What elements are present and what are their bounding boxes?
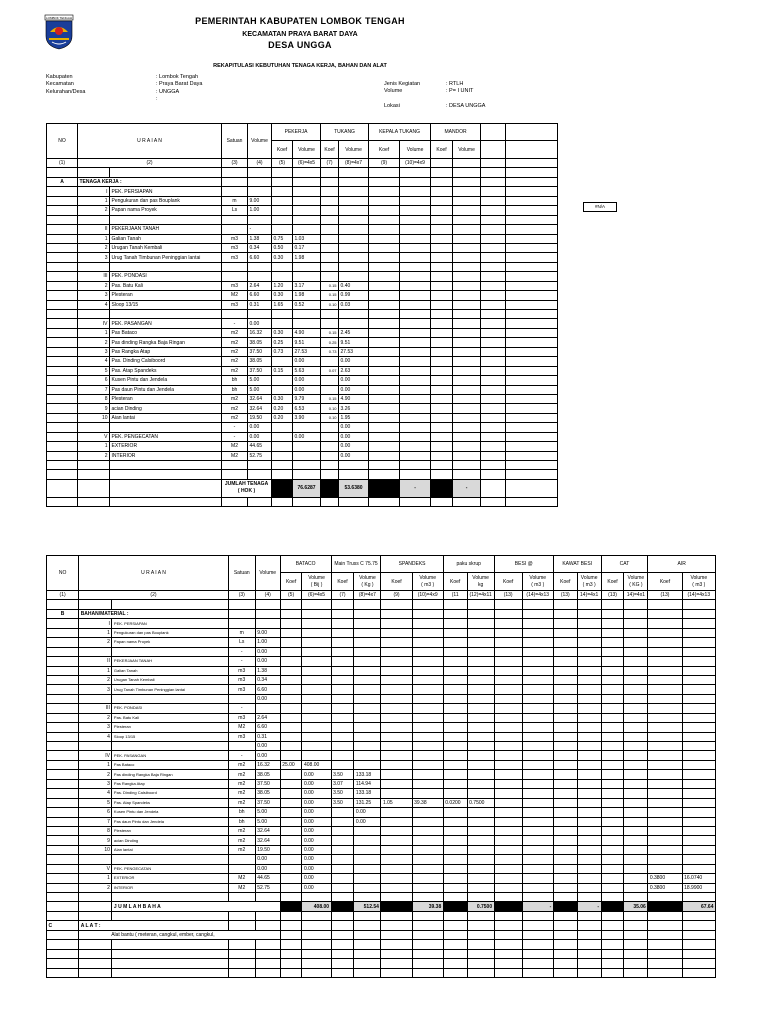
col-no: NO <box>47 124 78 159</box>
table-row: 10 Aian lantai m2 19.50 0.00 <box>47 845 716 854</box>
table-row: II PEKERJAAN TANAH - <box>47 225 558 234</box>
table-row: 3 Pas Rangka Atap m2 37.50 0.73 27.53 0.73 27.53 <box>47 347 558 356</box>
table-row: 1 EXTERIOR M2 44.65 0.00 0.3800 16.0740 <box>47 874 716 883</box>
table-row: 3 Pas Rangka Atap m2 37.50 0.00 3.07 114.94 <box>47 779 716 788</box>
col-uraian-2: U R A I A N <box>79 556 229 591</box>
government-title: PEMERINTAH KABUPATEN LOMBOK TENGAH <box>195 16 405 26</box>
table-row <box>47 215 558 224</box>
col-paku: paku skrup <box>443 556 494 573</box>
table-row: IV PEK. PASANGAN - 0.00 <box>47 319 558 328</box>
total-row: J U M L A H B A H A 408.00 512.54 39.38 0.7500 - - 35.06 67.64 <box>47 902 716 911</box>
table-row: 3 Urug Tanah Timbunan Peninggian lantai m3 6.60 0.30 1.98 <box>47 253 558 262</box>
table-row: 2 Pas. Batu Kali m3 2.64 <box>47 713 716 722</box>
col-tukang: TUKANG <box>321 124 369 141</box>
labor-table: NO U R A I A N Satuan Volume PEKERJA TUKANG KEPALA TUKANG MANDOR Koef Volume Koef Volume Koef Volume Koef Volume (1) (2) (3) (4) (5) (6)=4x5 (7) (8)=4x7 (9) (10)=4x9 A TENAGA KERJA : I PEK. PERSIAPAN 1 Pengukuran dan pas Bouplank m 9.00 2 Papan nama Proyek Ls 1.00 II PEKERJAAN TANAH - 1 Galian Tanah m3 1.38 0.75 1.03 2 Urugan Tanah Kembali m3 0.34 0.50 0.17 3 Urug Tanah Timbunan Peninggian lantai m3 6.60 0.30 1.98 III PEK. PONDASI 2 Pas. Batu Kali m3 2.64 1.20 3.17 0.15 0.40 3 Plesteran M2 6.60 0.30 1.98 0.15 0.99 4 Sloop 13/15 m3 0.31 1.65 0.52 0.10 0.03 IV PEK. PASANGAN - 0.00 1 Pas Bataco m2 16.32 0.30 4.90 0.15 2.45 2 Pas dinding Rangka Baja Ringan m2 38.05 0.25 9.51 0.25 9.51 3 Pas Rangka Atap m2 37.50 0.73 27.53 0.73 27.53 4 Pas. Dinding Calsiboord m2 38.05 0.00 0.00 5 Pas. Atap Spandeks m2 37.50 0.15 5.63 0.07 2.63 6 Kusen Pintu dan Jendela bh 5.00 0.00 0.00 7 Pas daun Pintu dan Jendela bh 5.00 0.00 0.00 8 Plesteran m2 32.64 0.30 9.79 0.15 4.90 9 acian Dinding m2 32.64 0.20 6.53 0.10 3.26 10 Aian lantai m2 19.50 0.20 3.90 0.10 1.95 - 0.00 0.00 V PEK. PENGECATAN - 0.00 0.00 0.00 1 EXTERIOR M2 44.65 0.00 2 INTERIOR M2 52.75 0.00 JUMLAH TENAGA ( HOK ) 76.6287 53.6380 - - <box>46 123 558 507</box>
district-title: KECAMATAN PRAYA BARAT DAYA <box>242 31 358 38</box>
table-row: 2 Urugan Tanah Kembali m3 0.34 <box>47 675 716 684</box>
table-row: 1 Pas Bataco m2 16.32 25.00 408.00 <box>47 760 716 769</box>
table-row: 1 Galian Tanah m3 1.38 0.75 1.03 <box>47 234 558 243</box>
col-satuan: Satuan <box>222 124 248 159</box>
location-info: Kabupaten : Lombok Tengah Kecamatan : Praya Barat Daya Kelurahan/Desa : UNGGA : <box>46 74 203 102</box>
table-row: 6 Kusen Pintu dan Jendela bh 5.00 0.00 0.00 <box>47 808 716 817</box>
table-row: 0.00 0.00 <box>47 855 716 864</box>
col-bataco: BATACO <box>280 556 331 573</box>
table-row: I PEK. PERSIAPAN <box>47 187 558 196</box>
col-spandeks: SPANDEKS <box>381 556 443 573</box>
table-row: III PEK. PONDASI - <box>47 704 716 713</box>
table-row: 2 Papan nama Proyek Ls 1.00 <box>47 638 716 647</box>
table-row: 1 EXTERIOR M2 44.65 0.00 <box>47 442 558 451</box>
total-row: JUMLAH TENAGA ( HOK ) 76.6287 53.6380 - - <box>47 479 558 497</box>
col-truss: Main Truss C 75.75 <box>331 556 381 573</box>
table-row: IV PEK. PASANGAN - 0.00 <box>47 751 716 760</box>
table-row: 4 Sloop 13/15 m3 0.31 <box>47 732 716 741</box>
table-row: 8 Plesteran m2 32.64 0.30 9.79 0.15 4.90 <box>47 394 558 403</box>
table-row: II PEKERJAAN TANAH - 0.00 <box>47 657 716 666</box>
col-kawat: KAWAT BESI <box>553 556 601 573</box>
col-air: AIR <box>648 556 716 573</box>
material-table: NO U R A I A N Satuan Volume BATACO Main Truss C 75.75 SPANDEKS paku skrup BESI @ KAWAT BESI CAT AIR Koef Volume ( Bij ) Koef Volume ( Kg ) Koef Volume ( m3 ) Koef Volume kg Koef Volume ( m3 ) Koef Volume ( m3 ) Koef Volume ( KG ) Koef Volume ( m3 ) (1) (2) (3) (4) (5) (6)=4x5 (7) (8)=4x7 (9) (10)=4x9 (11 (12)=4x11 (13) (14)=4x13 (13) 14)=4x1 (13) 14)=4x1 (13) (14)=4x13 B BAHAN/MATERIAL : I PEK. PERSIAPAN 1 Pengukuran dan pas Bouplank m 9.00 2 Papan nama Proyek Ls 1.00 - 0.00 II PEKERJAAN TANAH - 0.00 1 Galian Tanah m3 1.38 2 Urugan Tanah Kembali m3 0.34 3 Urug Tanah Timbunan Peninggian lantai m3 6.60 0.00 III PEK. PONDASI - 2 Pas. Batu Kali m3 2.64 3 Plesteran M2 6.60 4 Sloop 13/15 m3 0.31 0.00 IV PEK. PASANGAN - 0.00 1 Pas Bataco m2 16.32 25.00 408.00 2 Pas dinding Rangka Baja Ringan m2 38.05 0.00 3.50 133.18 3 Pas Rangka Atap m2 37.50 0.00 3.07 114.94 4 Pas. Dinding Calsiboord m2 38.05 0.00 3.50 133.18 5 Pas. Atap Spandeks m2 37.50 0.00 3.50 131.25 1.05 39.38 0.0200 0.7500 6 Kusen Pintu dan Jendela bh 5.00 0.00 0.00 7 Pas daun Pintu dan Jendela bh 5.00 0.00 0.00 8 Plesteran m2 32.64 0.00 9 acian Dinding m2 32.64 0.00 10 Aian lantai m2 19.50 0.00 0.00 0.00 V PEK. PENGECATAN 0.00 0.00 1 EXTERIOR M2 44.65 0.00 0.3800 16.0740 2 INTERIOR M2 52.75 0.00 0.3800 18.9900 J U M L A H B A H A 408.00 512.54 39.38 0.7500 - - 35.06 67.64 C A L A T : Alat bantu ( meteran, cangkul, ember, cangkul, <box>46 555 716 978</box>
na-cell: #N/A <box>583 202 617 212</box>
table-row: 3 Plesteran M2 6.60 <box>47 723 716 732</box>
table-row: 2 Pas dinding Rangka Baja Ringan m2 38.05 0.25 9.51 0.25 9.51 <box>47 338 558 347</box>
table-row: 1 Pengukuran dan pas Bouplank m 9.00 <box>47 628 716 637</box>
table-row: 9 acian Dinding m2 32.64 0.00 <box>47 836 716 845</box>
table-row: 10 Aian lantai m2 19.50 0.20 3.90 0.10 1.95 <box>47 413 558 422</box>
col-volume: Volume <box>248 124 272 159</box>
table-row: 7 Pas daun Pintu dan Jendela bh 5.00 0.00 0.00 <box>47 817 716 826</box>
table-row <box>47 310 558 319</box>
table-row: 2 INTERIOR M2 52.75 0.00 0.3800 18.9900 <box>47 883 716 892</box>
table-row: 9 acian Dinding m2 32.64 0.20 6.53 0.10 3.26 <box>47 404 558 413</box>
table-row: 3 Urug Tanah Timbunan Peninggian lantai m3 6.60 <box>47 685 716 694</box>
table-row: 4 Sloop 13/15 m3 0.31 1.65 0.52 0.10 0.03 <box>47 300 558 309</box>
table-row: - 0.00 <box>47 647 716 656</box>
svg-text:LOMBOK TENGAH: LOMBOK TENGAH <box>45 16 73 20</box>
table-row: I PEK. PERSIAPAN <box>47 619 716 628</box>
col-mandor: MANDOR <box>431 124 481 141</box>
table-row: 8 Plesteran m2 32.64 0.00 <box>47 826 716 835</box>
table-row: 0.00 <box>47 742 716 751</box>
activity-info: Jenis Kegiatan : RTLH Volume : P= I UNIT Lokasi : DESA UNGGA <box>384 81 486 109</box>
col-besi: BESI @ <box>494 556 553 573</box>
document-title: REKAPITULASI KEBUTUHAN TENAGA KERJA, BAHAN DAN ALAT <box>213 63 387 69</box>
table-row: 5 Pas. Atap Spandeks m2 37.50 0.00 3.50 131.25 1.05 39.38 0.0200 0.7500 <box>47 798 716 807</box>
village-title: DESA UNGGA <box>268 40 332 50</box>
col-no-2: NO <box>47 556 79 591</box>
table-row: 5 Pas. Atap Spandeks m2 37.50 0.15 5.63 0.07 2.63 <box>47 366 558 375</box>
table-row: 2 Urugan Tanah Kembali m3 0.34 0.50 0.17 <box>47 243 558 252</box>
table-row: 2 INTERIOR M2 52.75 0.00 <box>47 451 558 460</box>
table-row: 7 Pas daun Pintu dan Jendela bh 5.00 0.00 0.00 <box>47 385 558 394</box>
col-uraian: U R A I A N <box>78 124 222 159</box>
col-kepala-tukang: KEPALA TUKANG <box>369 124 431 141</box>
table-row: 4 Pas. Dinding Calsiboord m2 38.05 0.00 3.50 133.18 <box>47 789 716 798</box>
table-row: 2 Papan nama Proyek Ls 1.00 <box>47 206 558 215</box>
table-row: - 0.00 0.00 <box>47 423 558 432</box>
table-row: 1 Pengukuran dan pas Bouplank m 9.00 <box>47 196 558 205</box>
table-row: 1 Pas Bataco m2 16.32 0.30 4.90 0.15 2.45 <box>47 328 558 337</box>
col-cat: CAT <box>601 556 648 573</box>
table-row: 0.00 <box>47 694 716 703</box>
table-row: V PEK. PENGECATAN - 0.00 0.00 0.00 <box>47 432 558 441</box>
table-row: 1 Galian Tanah m3 1.38 <box>47 666 716 675</box>
table-row: 6 Kusen Pintu dan Jendela bh 5.00 0.00 0.00 <box>47 376 558 385</box>
table-row: 4 Pas. Dinding Calsiboord m2 38.05 0.00 0.00 <box>47 357 558 366</box>
table-row: III PEK. PONDASI <box>47 272 558 281</box>
table-row: 3 Plesteran M2 6.60 0.30 1.98 0.15 0.99 <box>47 291 558 300</box>
col-pekerja: PEKERJA <box>272 124 321 141</box>
table-row <box>47 262 558 271</box>
table-row: 2 Pas dinding Rangka Baja Ringan m2 38.05 0.00 3.50 133.18 <box>47 770 716 779</box>
table-row: V PEK. PENGECATAN 0.00 0.00 <box>47 864 716 873</box>
table-row: 2 Pas. Batu Kali m3 2.64 1.20 3.17 0.15 0.40 <box>47 281 558 290</box>
